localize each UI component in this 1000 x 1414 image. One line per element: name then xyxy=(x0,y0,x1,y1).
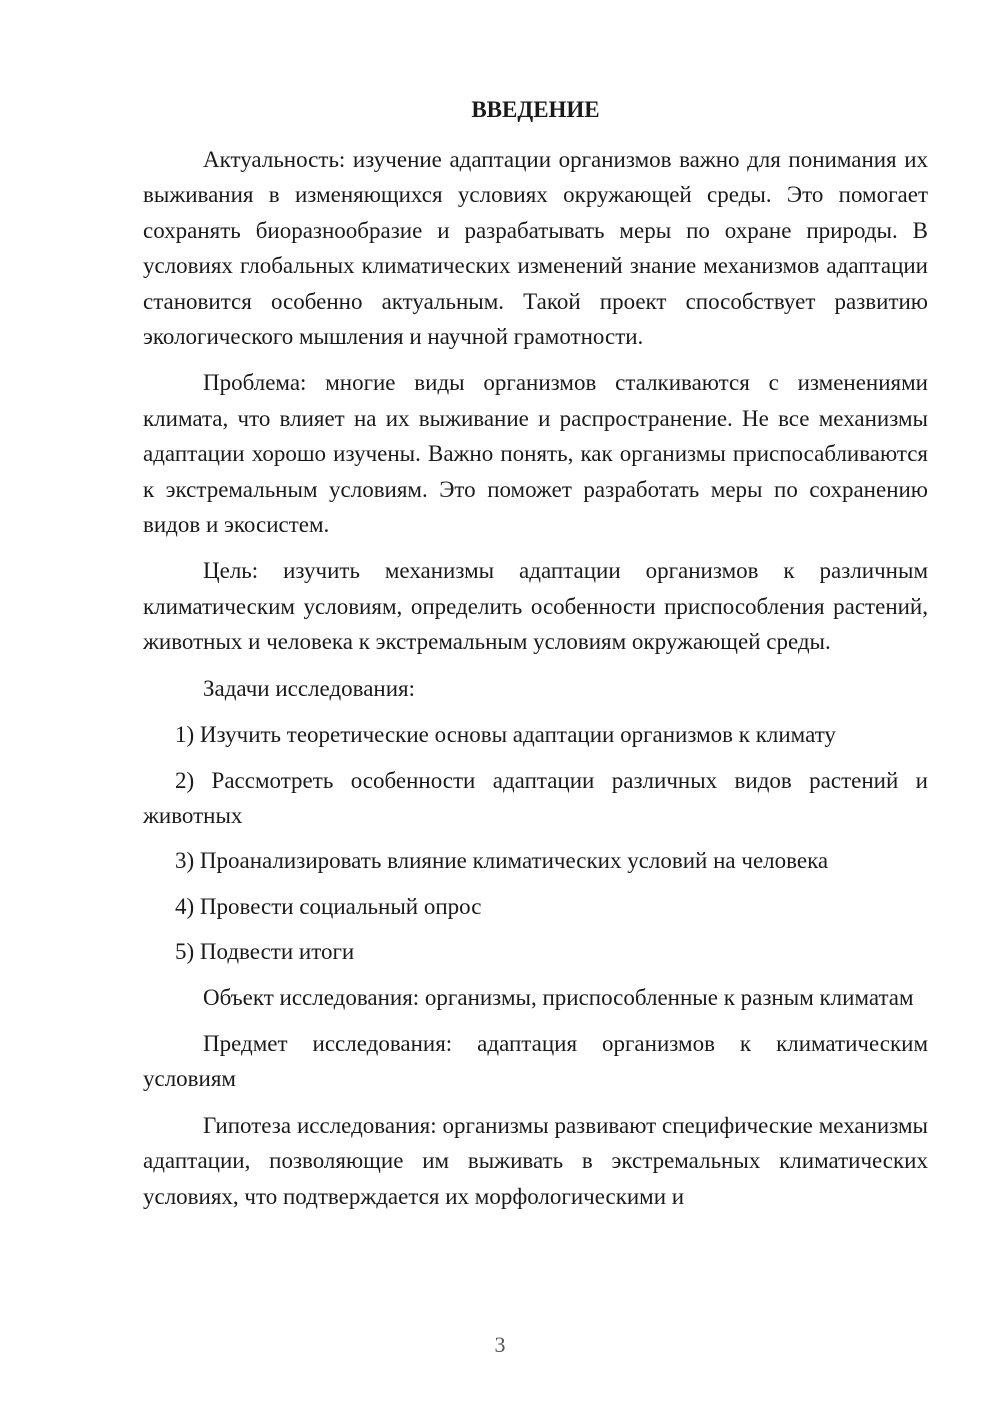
task-item: 2) Рассмотреть особенности адаптации различных видов растений и животных xyxy=(143,767,928,828)
page-number: 3 xyxy=(494,1332,506,1357)
goal-paragraph: Цель: изучить механизмы адаптации организмов к различным климатическим условиям, определить особенности приспособления растений, животных и человека к экстремальным условиям окружающей среды. xyxy=(143,558,928,655)
task-item: 5) Подвести итоги xyxy=(175,939,355,965)
subject-paragraph: Предмет исследования: адаптация организмов к климатическим условиям xyxy=(143,1030,928,1092)
tasks-heading: Задачи исследования: xyxy=(203,675,416,701)
task-item: 1) Изучить теоретические основы адаптации организмов к климату xyxy=(175,722,836,748)
page-content xyxy=(143,92,928,1225)
page-title: ВВЕДЕНИЕ xyxy=(471,97,600,122)
object-paragraph: Объект исследования: организмы, приспособленные к разным климатам xyxy=(203,984,914,1010)
problem-paragraph: Проблема: многие виды организмов сталкиваются с изменениями климата, что влияет на их выживание и распространение. Не все механизмы адаптации хорошо изучены. Важно понять, как организмы приспосабливаются к экстремальным условиям. Это поможет разработать меры по сохранению видов и экосистем. xyxy=(143,370,928,538)
task-item: 3) Проанализировать влияние климатических условий на человека xyxy=(175,848,829,874)
hypothesis-paragraph: Гипотеза исследования: организмы развивают специфические механизмы адаптации, позволяющие им выживать в экстремальных климатических условиях, что подтверждается их морфологическими и xyxy=(143,1112,928,1209)
task-item: 4) Провести социальный опрос xyxy=(175,893,482,919)
relevance-paragraph: Актуальность: изучение адаптации организмов важно для понимания их выживания в изменяющихся условиях окружающей среды. Это помогает сохранять биоразнообразие и разрабатывать меры по охране природы. В условиях глобальных климатических изменений знание механизмов адаптации становится особенно актуальным. Такой проект способствует развитию экологического мышления и научной грамотности. xyxy=(143,147,928,350)
